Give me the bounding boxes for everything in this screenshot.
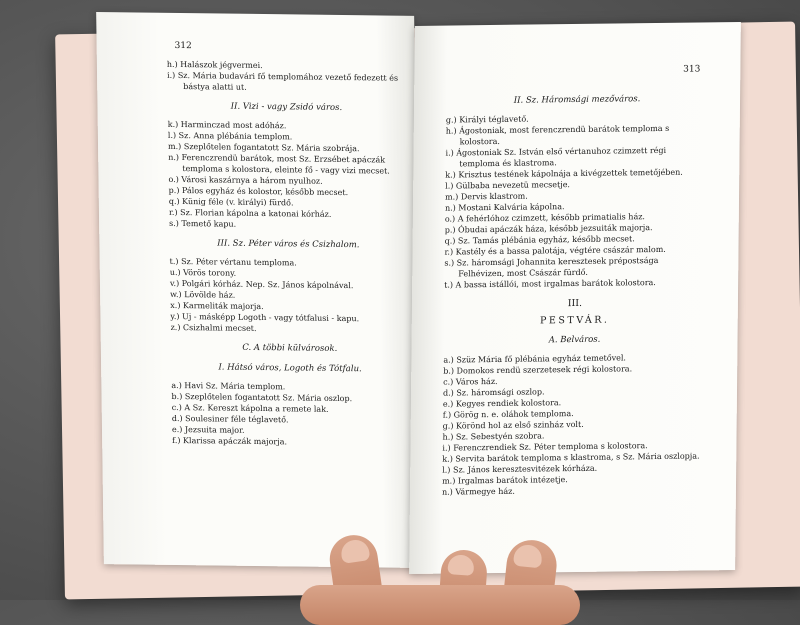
chapter-number: III. (567, 297, 583, 310)
list-item: g.) Körönd hol az első szinház volt. (442, 419, 584, 431)
section-heading: II. Sz. Háromsági mezőváros. (513, 94, 641, 106)
list-item: f.) Klarissa apáczák majorja. (172, 435, 288, 447)
list-item: i.) Sz. Mária budavári fő templomához vezető fedezett és (166, 70, 399, 83)
page-number-right: 313 (683, 64, 701, 75)
list-item: r.) Kastély és a bassa palotája, végtére császár malom. (444, 244, 666, 257)
list-item: o.) A fehérlóhoz czimzett, később primatialis ház. (444, 212, 646, 224)
list-item: d.) Sz. háromsági oszlop. (442, 387, 545, 398)
list-item: a.) Szüz Mária fő plébánia egyház temetővel. (443, 353, 627, 365)
list-item: m.) Irgalmas barátok intézetje. (442, 475, 568, 486)
list-item: k.) Harminczad most adóház. (167, 119, 287, 131)
list-item: o.) Városi kaszárnya a három nyulhoz. (168, 174, 323, 186)
text-line: bástya alatti ut. (183, 82, 247, 92)
list-item: d.) Soulesiner féle téglavető. (171, 413, 289, 425)
list-item: h.) Sz. Sebestyén szobra. (442, 431, 545, 442)
list-item: m.) Szeplőtelen fogantatott Sz. Mária szobrája. (167, 141, 360, 154)
list-item: s.) Temető kapu. (169, 218, 237, 229)
list-item: c.) Város ház. (443, 376, 498, 387)
list-item: i.) Ferenczrendiek Sz. Péter temploma s kolostora. (442, 441, 648, 453)
list-item: n.) Ferenczrendü barátok, most Sz. Erzsébet apáczák temploma s kolostora, eleinte fő - vagy vizi mecset. (168, 152, 390, 176)
list-item: n.) Vármegye ház. (441, 486, 515, 497)
list-item: l.) Sz. Anna plébánia templom. (167, 130, 293, 142)
list-item: q.) Künig féle (v. királyi) fürdő. (168, 196, 294, 208)
page-number-left: 312 (174, 40, 192, 52)
section-heading: III. Sz. Péter város és Csizhalom. (217, 238, 360, 251)
list-item: e.) Jezsuita major. (171, 424, 245, 435)
list-item: h.) Ágostoniak, most ferenczrendü barátok temploma s kolostora. (445, 123, 670, 147)
list-item: q.) Sz. Tamás plébánia egyház, később mecset. (444, 234, 635, 246)
list-item: b.) Domokos rendü szerzetesek régi kolostora. (443, 364, 633, 376)
list-item: w.) Lövölde ház. (170, 289, 236, 300)
section-heading: II. Vizi - vagy Zsidó város. (230, 101, 343, 114)
list-item: h.) Halászok jégvermei. (166, 59, 263, 71)
section-heading: I. Hátsó város, Logoth és Tótfalu. (218, 362, 362, 375)
list-item: k.) Servita barátok temploma s klastroma, s Sz. Mária oszlopja. (442, 451, 700, 464)
list-item: k.) Krisztus testének kápolnája a kivégzettek temetőjében. (445, 167, 683, 180)
list-item: p.) Óbudai apáczák háza, később jezsuiták majorja. (444, 223, 653, 235)
list-item: a.) Havi Sz. Mária templom. (171, 380, 286, 392)
list-item: i.) Ágostoniak Sz. István első vértanuhoz czimzett régi temploma és klastroma. (445, 145, 667, 169)
right-page (409, 22, 741, 574)
chapter-title: PESTVÁR. (539, 314, 610, 327)
hand-palm (300, 585, 580, 625)
right-page-text (442, 84, 708, 497)
list-item: l.) Gülbaba nevezetü mecsetje. (445, 180, 571, 191)
list-item: z.) Csizhalmi mecset. (170, 322, 257, 333)
list-item: s.) Sz. háromsági Johannita keresztesek prépostsága Felhévizen, most Császár fürdő. (444, 255, 659, 279)
list-item: t.) A bassa istállói, most irgalmas barátok kolostora. (444, 278, 656, 290)
list-item: c.) A Sz. Kereszt kápolna a remete lak. (171, 402, 329, 414)
list-item: m.) Dervis klastrom. (445, 191, 528, 202)
list-item: n.) Mostani Kalvária kápolna. (444, 202, 565, 213)
list-item: g.) Királyi téglavető. (445, 114, 529, 125)
list-item: x.) Karmeliták majorja. (170, 300, 264, 312)
list-item: v.) Polgári kórház. Nep. Sz. János kápolnával. (169, 278, 354, 291)
list-item: f.) Görög n. e. oláhok temploma. (442, 409, 574, 420)
list-item: u.) Vörös torony. (169, 267, 237, 278)
left-page-text (167, 59, 410, 449)
list-item: l.) Sz. János keresztesvitézek kórháza. (442, 463, 598, 475)
list-item: r.) Sz. Florian kápolna a katonai kórház. (168, 207, 332, 219)
list-item: p.) Pálos egyház és kolostor, később mecset. (168, 185, 349, 198)
list-item: y.) Uj - másképp Logoth - vagy tótfalusi - kapu. (170, 311, 360, 324)
section-heading: C. A többi külvárosok. (242, 342, 338, 354)
list-item: e.) Kegyes rendiek kolostora. (442, 398, 562, 409)
section-heading: A. Belváros. (548, 334, 601, 346)
list-item: b.) Szeplőtelen fogantatott Sz. Mária oszlop. (171, 391, 353, 404)
list-item: t.) Sz. Péter vértanu temploma. (169, 256, 297, 268)
left-page (96, 12, 422, 568)
